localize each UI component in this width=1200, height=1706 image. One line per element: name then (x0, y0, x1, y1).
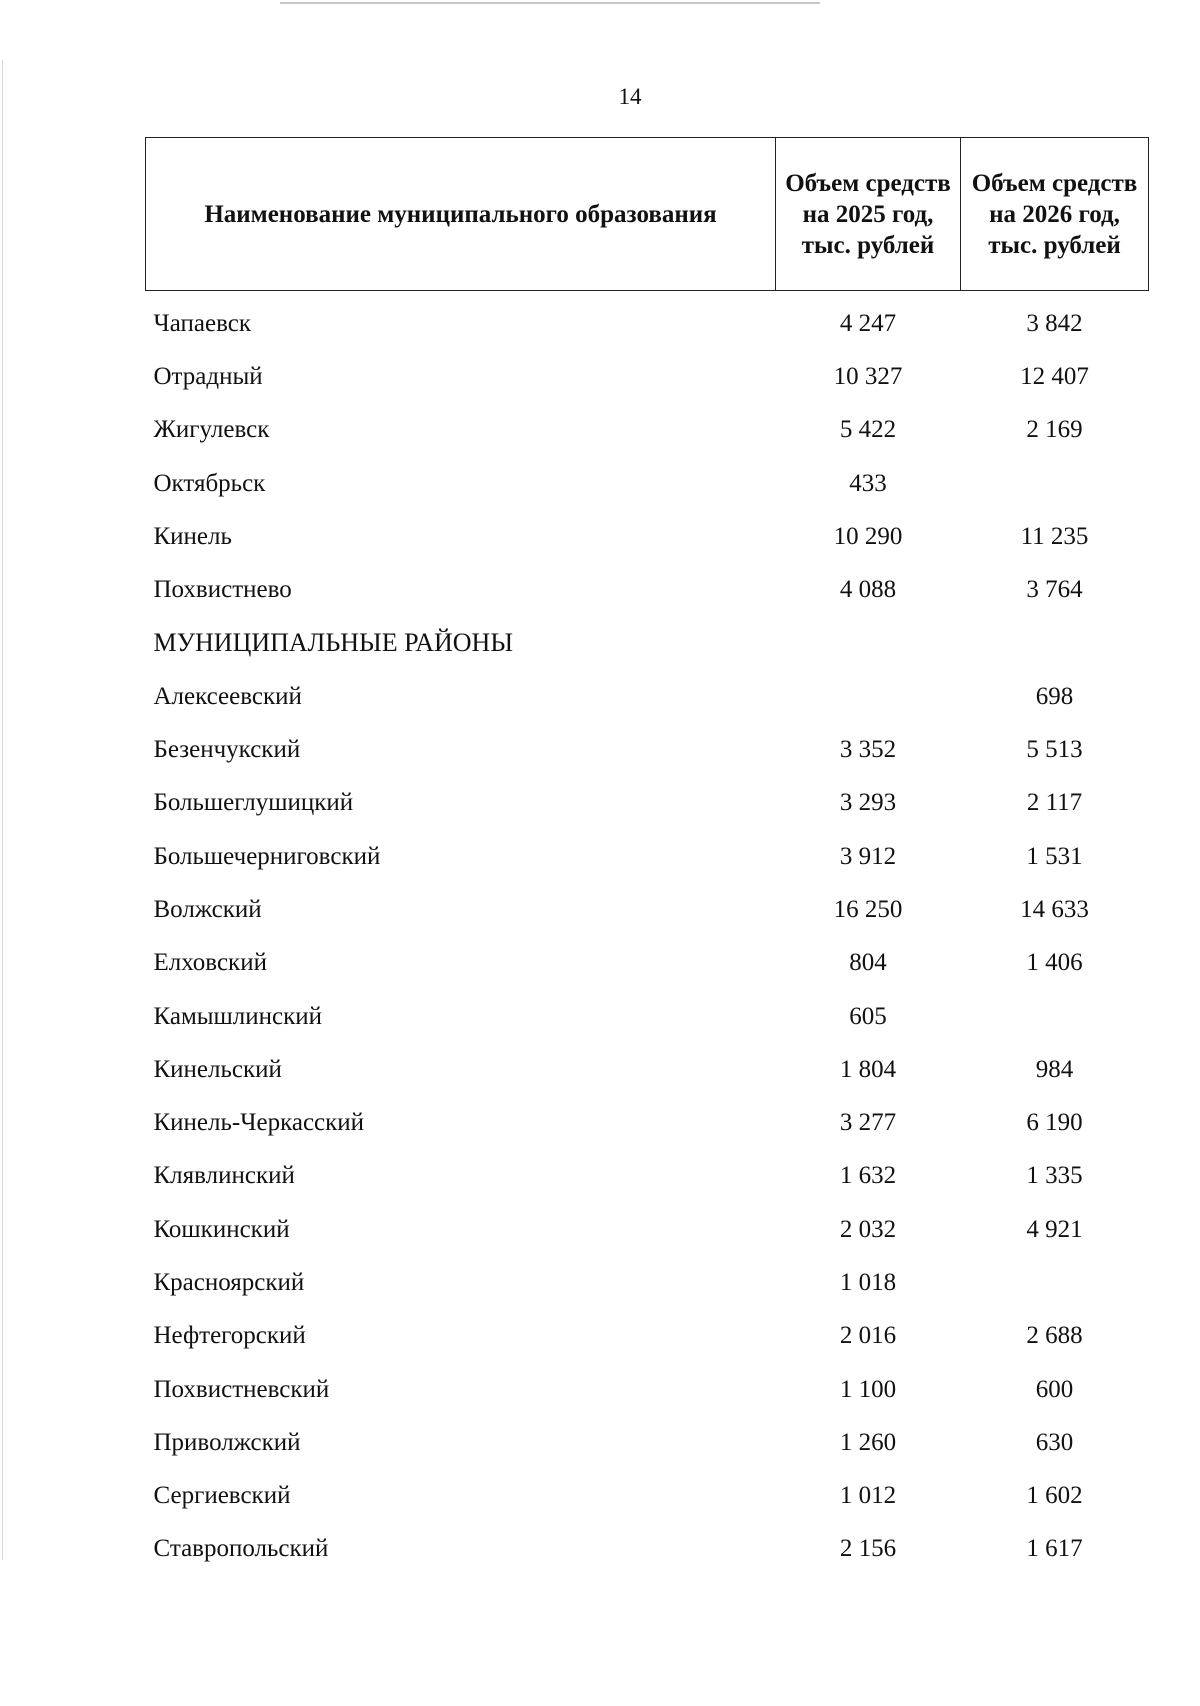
table-row (146, 723, 1149, 776)
amount-2025: 3 912 (839, 842, 897, 870)
amount-2025: 1 632 (839, 1162, 897, 1190)
municipality-name: Сергиевский (153, 1482, 291, 1510)
amount-2026: 3 764 (1026, 576, 1083, 604)
municipality-name: Чапаевск (153, 309, 251, 337)
table-row (146, 457, 1149, 510)
amount-2026: 630 (1035, 1428, 1074, 1456)
amount-2025: 1 804 (839, 1055, 897, 1083)
amount-2025: 4 247 (839, 309, 897, 337)
amount-2026: 1 531 (1026, 842, 1083, 870)
table-body (146, 291, 1149, 1577)
municipality-name: Октябрьск (153, 469, 266, 497)
header-amount-2026: Объем средств на 2026 год, тыс. рублей (961, 138, 1149, 291)
municipality-name: Большеглушицкий (153, 789, 354, 817)
amount-2026: 2 169 (1026, 416, 1083, 444)
municipality-name: Жигулевск (153, 416, 270, 444)
municipality-name: Алексеевский (153, 682, 302, 710)
amount-2026: 12 407 (1020, 362, 1089, 390)
table-row (146, 1310, 1149, 1363)
amount-2026: 2 117 (1026, 789, 1083, 817)
amount-2026: 11 235 (1020, 522, 1089, 550)
amount-2025: 4 088 (839, 576, 897, 604)
header-municipality-name: Наименование муниципального образования (146, 138, 776, 291)
table-row (146, 563, 1149, 616)
amount-2026 (961, 457, 1149, 510)
table-row (146, 404, 1149, 457)
section-title-districts: МУНИЦИПАЛЬНЫЕ РАЙОНЫ (153, 628, 513, 658)
municipality-name: Волжский (153, 895, 262, 923)
amount-2025: 1 018 (839, 1268, 897, 1296)
municipality-name: Кошкинский (153, 1215, 290, 1243)
amount-2025: 3 277 (839, 1109, 897, 1137)
table-row (146, 350, 1149, 403)
table-row (146, 670, 1149, 723)
amount-2025: 433 (849, 469, 887, 497)
header-amount-2025: Объем средств на 2025 год, тыс. рублей (776, 138, 961, 291)
amount-2025: 3 352 (839, 736, 897, 764)
scan-artifact-left-edge (2, 60, 3, 1560)
table-row (146, 291, 1149, 351)
amount-2026 (961, 990, 1149, 1043)
amount-2026: 5 513 (1026, 736, 1083, 764)
amount-2025: 5 422 (839, 416, 897, 444)
municipality-name: Кинельский (153, 1055, 282, 1083)
amount-2025: 10 327 (833, 362, 903, 390)
amount-2026: 14 633 (1020, 895, 1089, 923)
table-row (146, 1203, 1149, 1256)
table-row (146, 510, 1149, 563)
amount-2025: 3 293 (839, 789, 897, 817)
amount-2025: 605 (849, 1002, 887, 1030)
funding-table (145, 137, 1149, 1576)
page-number: 14 (618, 84, 642, 109)
table-row (146, 1363, 1149, 1416)
municipality-name: Кинель (153, 522, 232, 550)
table-row (146, 830, 1149, 883)
amount-2026: 4 921 (1026, 1215, 1083, 1243)
amount-2026: 3 842 (1026, 309, 1083, 337)
municipality-name: Клявлинский (153, 1162, 295, 1190)
table-row (146, 1416, 1149, 1469)
amount-2025 (776, 670, 961, 723)
amount-2025: 1 012 (839, 1482, 897, 1510)
table-row (146, 1256, 1149, 1309)
table-row (146, 883, 1149, 936)
amount-2025: 16 250 (833, 895, 903, 923)
amount-2025: 2 032 (839, 1215, 897, 1243)
amount-2026: 2 688 (1026, 1322, 1083, 1350)
amount-2026: 984 (1035, 1055, 1074, 1083)
amount-2026 (961, 1256, 1149, 1309)
table-header (146, 138, 1149, 291)
municipality-name: Кинель-Черкасский (153, 1109, 365, 1137)
amount-2025: 1 100 (839, 1375, 897, 1403)
amount-2025: 2 016 (839, 1322, 897, 1350)
municipality-name: Похвистнево (153, 576, 292, 604)
table-row (146, 1150, 1149, 1203)
municipality-name: Отрадный (153, 362, 263, 390)
amount-2026: 600 (1035, 1375, 1074, 1403)
amount-2026: 698 (1035, 682, 1074, 710)
scan-artifact-top (280, 2, 820, 4)
municipality-name: Нефтегорский (153, 1322, 306, 1350)
amount-2025: 1 260 (839, 1428, 897, 1456)
table-row (146, 990, 1149, 1043)
table-row (146, 1523, 1149, 1576)
table-row (146, 1470, 1149, 1523)
table-row (146, 1096, 1149, 1149)
amount-2025: 10 290 (833, 522, 903, 550)
municipality-name: Безенчукский (153, 736, 301, 764)
amount-2026: 1 617 (1026, 1535, 1083, 1563)
table-row (146, 777, 1149, 830)
amount-2026: 1 602 (1026, 1482, 1083, 1510)
municipality-name: Елховский (153, 949, 267, 977)
amount-2026: 1 335 (1026, 1162, 1083, 1190)
amount-2025: 2 156 (839, 1535, 897, 1563)
municipality-name: Камышлинский (153, 1002, 323, 1030)
municipality-name: Похвистневский (153, 1375, 330, 1403)
municipality-name: Ставропольский (153, 1535, 329, 1563)
amount-2026: 6 190 (1026, 1109, 1083, 1137)
section-row (146, 617, 1149, 670)
amount-2025: 804 (849, 949, 887, 977)
amount-2026: 1 406 (1026, 949, 1083, 977)
table-row (146, 937, 1149, 990)
table-row (146, 1043, 1149, 1096)
municipality-name: Большечерниговский (153, 842, 381, 870)
municipality-name: Приволжский (153, 1428, 301, 1456)
municipality-name: Красноярский (153, 1268, 305, 1296)
